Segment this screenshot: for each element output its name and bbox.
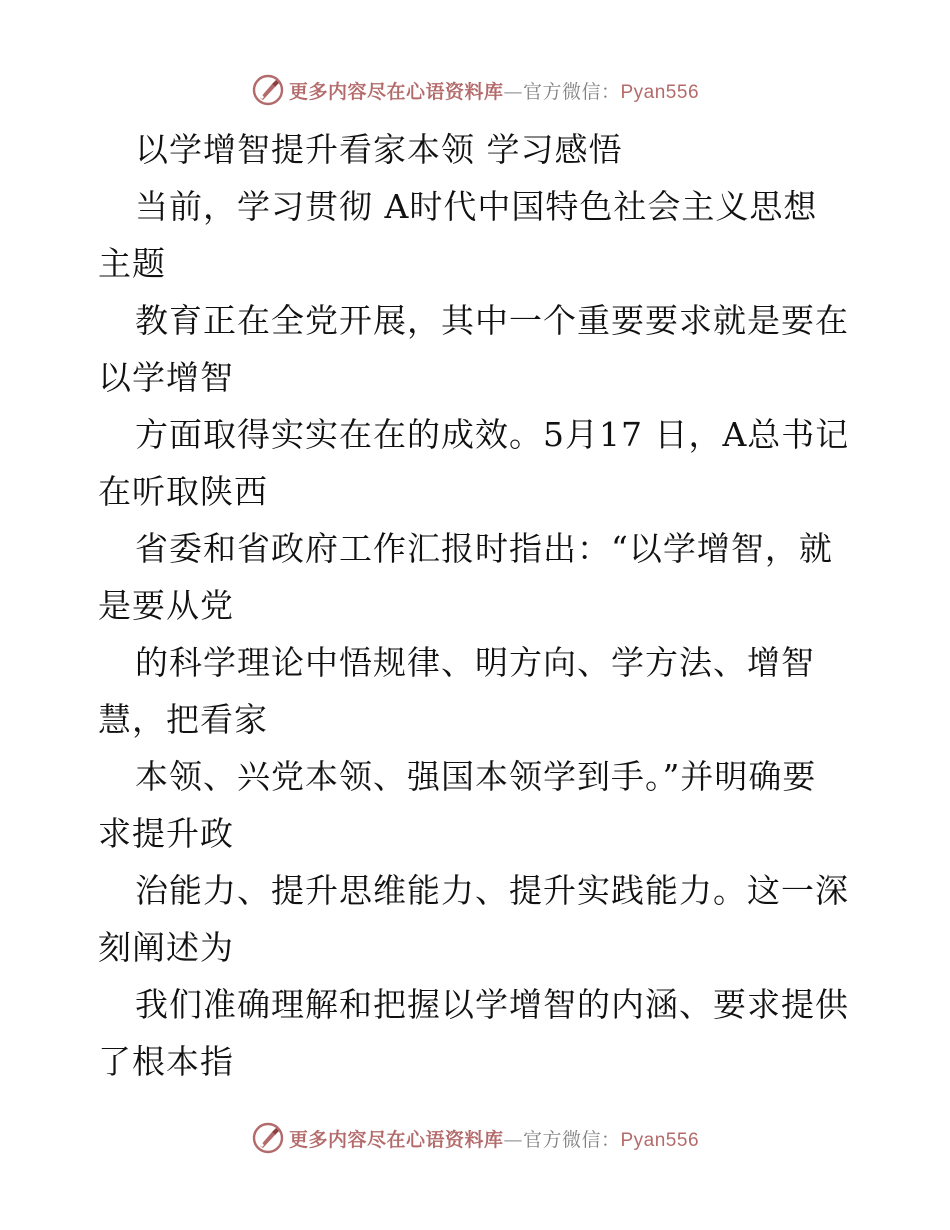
watermark-id: Pyan556 bbox=[620, 81, 700, 103]
document-line-5: 方面取得实实在在的成效。5月17 日，A总书记 bbox=[135, 415, 850, 454]
pen-logo-icon bbox=[251, 1121, 285, 1155]
document-line-3: 教育正在全党开展，其中一个重要要求就是要在 bbox=[135, 301, 849, 340]
watermark-id: Pyan556 bbox=[620, 1129, 700, 1151]
document-line-4: 以学增智 bbox=[98, 358, 234, 397]
watermark-dash: — bbox=[503, 80, 523, 103]
document-line-1: 当前，学习贯彻 A时代中国特色社会主义思想 bbox=[135, 187, 818, 226]
watermark-text bbox=[289, 77, 699, 104]
document-line-12: 求提升政 bbox=[98, 814, 234, 853]
watermark-tail: 官方微信： bbox=[522, 1128, 621, 1151]
document-line-9: 的科学理论中悟规律、明方向、学方法、增智 bbox=[135, 643, 815, 682]
watermark-dash: — bbox=[503, 1128, 523, 1151]
document-line-7: 省委和省政府工作汇报时指出：“以学增智，就 bbox=[135, 529, 833, 568]
watermark-lead: 更多内容尽在心语资料库 bbox=[288, 80, 504, 103]
document-line-11: 本领、兴党本领、强国本领学到手。”并明确要 bbox=[135, 757, 817, 796]
document-title: 以学增智提升看家本领 学习感悟 bbox=[135, 130, 623, 169]
watermark-header bbox=[0, 70, 950, 110]
watermark-text bbox=[289, 1125, 699, 1152]
watermark-tail: 官方微信： bbox=[522, 80, 621, 103]
document-body bbox=[98, 121, 858, 1090]
document-line-15: 我们准确理解和把握以学增智的内涵、要求提供 bbox=[135, 985, 849, 1024]
document-line-2: 主题 bbox=[98, 244, 166, 283]
document-line-14: 刻阐述为 bbox=[98, 928, 234, 967]
document-line-13: 治能力、提升思维能力、提升实践能力。这一深 bbox=[135, 871, 849, 910]
document-line-10: 慧，把看家 bbox=[98, 700, 268, 739]
document-line-6: 在听取陕西 bbox=[98, 472, 268, 511]
document-line-16: 了根本指 bbox=[98, 1042, 234, 1081]
watermark-lead: 更多内容尽在心语资料库 bbox=[288, 1128, 504, 1151]
document-line-8: 是要从党 bbox=[98, 586, 234, 625]
pen-logo-icon bbox=[251, 73, 285, 107]
watermark-footer bbox=[0, 1118, 950, 1158]
